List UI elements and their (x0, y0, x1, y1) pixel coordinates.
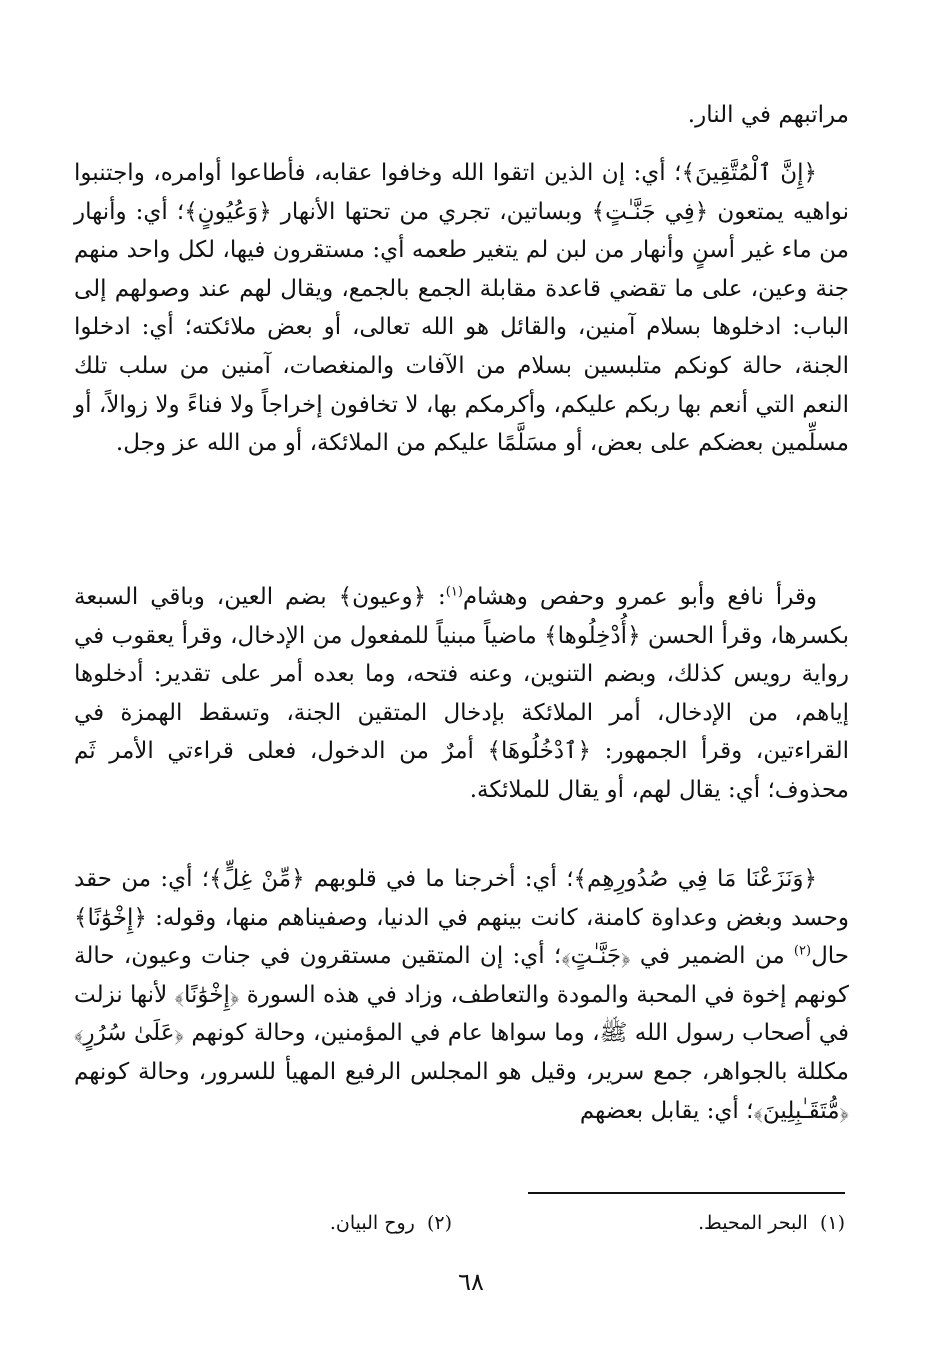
paragraph-text-part: من الضمير في ﴿جَنَّـٰتٍ﴾؛ أي: إن المتقين مستقرون في جنات وعيون، حالة كونهم إخوة في المحبة والمودة والتعاطف، وزاد في هذه السورة ﴿إِخْوَٰنًا﴾ لأنها نزلت في أصحاب رسول الله ﷺ، وما سواها عام في المؤمنين، وحالة كونهم ﴿عَلَىٰ سُرُرٍ﴾ مكللة بالجواهر، جمع سرير، وقيل هو المجلس الرفيع المهيأ للسرور، وحالة كونهم ﴿مُّتَقَـٰبِلِينَ﴾؛ أي: يقابل بعضهم (74, 943, 849, 1124)
footnote-text: روح البيان. (329, 1212, 415, 1234)
paragraph-3 (74, 860, 849, 1130)
paragraph-text-part: ﴿وَنَزَعْنَا مَا فِي صُدُورِهِم﴾؛ أي: أخرجنا ما في قلوبهم ﴿مِّنْ غِلٍّ﴾؛ أي: من حقد وحسد وبغض وعداوة كامنة، كانت بينهم في الدنيا، وصفيناهم منها، وقوله: ﴿إِخْوَٰنًا﴾ حال (74, 866, 849, 970)
page-number: ٦٨ (458, 1268, 484, 1296)
footnote-number: (٢) (426, 1212, 452, 1234)
footnote-2 (330, 1212, 452, 1234)
footnote-divider (528, 1192, 845, 1194)
footnote-ref-1: (١) (445, 584, 463, 600)
paragraph-text (74, 578, 849, 810)
paragraph-1 (74, 154, 849, 463)
paragraph-text-part: : ﴿وعيون﴾ بضم العين، وباقي السبعة بكسرها، وقرأ الحسن ﴿أُدْخِلُوها﴾ ماضياً مبنياً للمفعول من الإدخال، وقرأ يعقوب في رواية رويس كذلك، وبضم التنوين، وعنه فتحه، وما بعده أمر على تقدير: أدخلوها إياهم، من الإدخال، أمر الملائكة بإدخال المتقين الجنة، وتسقط الهمزة في القراءتين، وقرأ الجمهور: ﴿ٱدْخُلُوهَا﴾ أمرٌ من الدخول، فعلى قراءتي الأمر ثَم محذوف؛ أي: يقال لهم، أو يقال للملائكة. (74, 584, 849, 803)
footnote-number: (١) (819, 1212, 845, 1234)
paragraph-text (74, 860, 849, 1130)
footnote-1 (698, 1212, 845, 1234)
footnote-ref-2: (٢) (793, 943, 812, 959)
paragraph-continuation: مراتبهم في النار. (687, 102, 849, 128)
paragraph-text: ﴿إِنَّ ٱلْمُتَّقِينَ﴾؛ أي: إن الذين اتقوا الله وخافوا عقابه، فأطاعوا أوامره، واجتنبوا نواهيه يمتعون ﴿فِي جَنَّـٰتٍ﴾ وبساتين، تجري من تحتها الأنهار ﴿وَعُيُونٍ﴾؛ أي: وأنهار من ماء غير أسنٍ وأنهار من لبن لم يتغير طعمه أي: مستقرون فيها، لكل واحد منهم جنة وعين، على ما تقضي قاعدة مقابلة الجمع بالجمع، ويقال لهم عند وصولهم إلى الباب: ادخلوها بسلام آمنين، والقائل هو الله تعالى، أو بعض ملائكته؛ أي: ادخلوا الجنة، حالة كونكم متلبسين بسلام من الآفات والمنغصات، آمنين من سلب تلك النعم التي أنعم بها ربكم عليكم، وأكرمكم بها، لا تخافون إخراجاً ولا فناءً ولا زوالاً، أو مسلِّمين بعضكم على بعض، أو مسَلَّمًا عليكم من الملائكة، أو من الله عز وجل. (74, 160, 849, 457)
top-line (74, 96, 849, 135)
paragraph-2 (74, 578, 849, 810)
paragraph-text-part: وقرأ نافع وأبو عمرو وحفص وهشام (462, 584, 817, 610)
footnote-text: البحر المحيط. (698, 1212, 808, 1234)
